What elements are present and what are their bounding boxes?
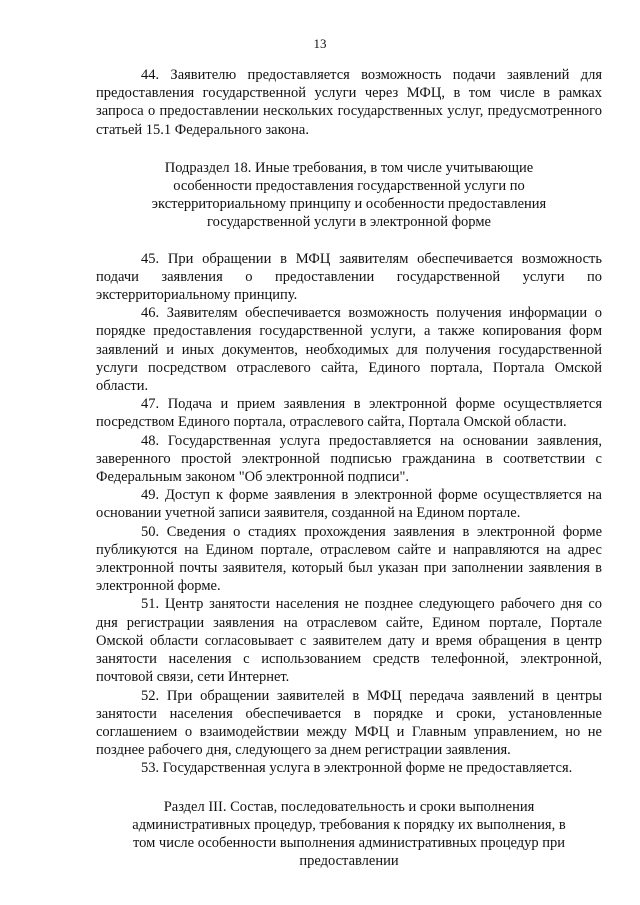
spacer (96, 232, 602, 250)
subsection-18-heading: Подраздел 18. Иные требования, в том числе учитывающие особенности предоставления государственной услуги по экстерриториальному принципу и особенности предоставления государственной услуги в электронной форме (151, 159, 547, 231)
page-number: 13 (313, 36, 327, 51)
document-body (96, 66, 602, 870)
paragraph-53: 53. Государственная услуга в электронной форме не предоставляется. (141, 760, 573, 777)
paragraph-52: 52. При обращении заявителей в МФЦ передача заявлений в центры занятости населения обеспечивается в порядке и сроки, установленные соглашением о взаимодействии между МФЦ и Главным управлением, но не позднее рабочего дня, следующего за днем регистрации заявления. (96, 687, 602, 759)
spacer (96, 778, 602, 798)
spacer (96, 139, 602, 159)
paragraph-47: 47. Подача и прием заявления в электронной форме осуществляется посредством Единого портала, отраслевого сайта, Портала Омской области. (96, 396, 602, 431)
paragraph-46: 46. Заявителям обеспечивается возможность получения информации о порядке предоставления государственной услуги, а также копирования форм заявлений и иных документов, необходимых для получения государственной услуги посредством отраслевого сайта, Единого портала, Портала Омской области. (96, 305, 602, 395)
paragraph-51: 51. Центр занятости населения не позднее следующего рабочего дня со дня регистрации заявления на отраслевом сайте, Едином портале, Портале Омской области согласовывает с заявителем дату и время обращения в центр занятости населения с использованием средств телефонной, электронной, почтовой связи, сети Интернет. (96, 596, 602, 686)
paragraph-50: 50. Сведения о стадиях прохождения заявления в электронной форме публикуются на Едином портале, отраслевом сайте и направляются на адрес электронной почты заявителя, который был указан при заполнении заявления в электронной форме. (96, 523, 602, 595)
paragraph-49: 49. Доступ к форме заявления в электронной форме осуществляется на основании учетной записи заявителя, созданной на Едином портале. (96, 487, 602, 522)
section-3-heading: Раздел III. Состав, последовательность и сроки выполнения административных процедур, требования к порядку их выполнения, в том числе особенности выполнения административных процедур при предоставлении (132, 798, 566, 870)
paragraph-44: 44. Заявителю предоставляется возможность подачи заявлений для предоставления государственной услуги через МФЦ, в том числе в рамках запроса о предоставлении нескольких государственных услуг, предусмотренного статьей 15.1 Федерального закона. (96, 67, 602, 138)
paragraph-45: 45. При обращении в МФЦ заявителям обеспечивается возможность подачи заявления о предоставлении государственной услуги по экстерриториальному принципу. (96, 250, 602, 304)
paragraph-48: 48. Государственная услуга предоставляется на основании заявления, заверенного простой электронной подписью гражданина в соответствии с Федеральным законом "Об электронной подписи". (96, 432, 602, 486)
